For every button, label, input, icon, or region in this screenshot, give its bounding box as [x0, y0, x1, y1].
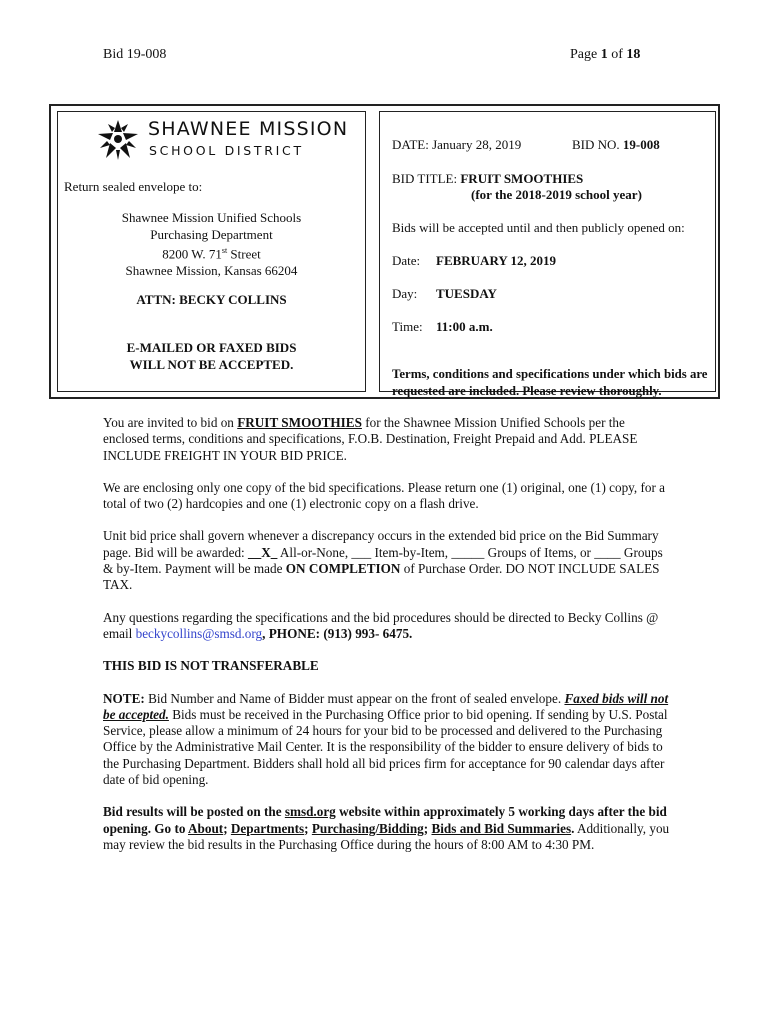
logo-name: SHAWNEE MISSION [148, 118, 349, 140]
not-transferable-notice: THIS BID IS NOT TRANSFERABLE [103, 658, 319, 674]
bid-summaries-link[interactable]: Bids and Bid Summaries [431, 820, 572, 836]
header-bid-number: Bid 19-008 [103, 47, 167, 62]
return-label: Return sealed envelope to: [64, 179, 203, 194]
bid-date: DATE: January 28, 2019 [392, 137, 522, 152]
note-paragraph: NOTE: Bid Number and Name of Bidder must appear on the front of sealed envelope. Faxed bids will not be accepted. Bids must be received in the Purchasing Office prior to bid opening. If sending by U.S. Postal Service, please allow a minimum of 24 hours for your bid to be processed and delivered to the Purchasing Office by the Administrative Mail Center. It is the responsibility of the bidder to ensure delivery of bids to the Purchasing Department. Bidders shall hold all bid prices firm for acceptance for 90 calendar days after date of bid opening. [103, 690, 669, 788]
header-page-number: Page 1 of 18 [570, 47, 641, 62]
smsd-site-link[interactable]: smsd.org [284, 804, 336, 820]
about-link[interactable]: About [188, 820, 224, 836]
bid-info-box [49, 104, 720, 399]
bid-title-subtitle: (for the 2018-2019 school year) [471, 187, 642, 202]
opening-day: Day: TUESDAY [392, 286, 497, 301]
return-address-panel [57, 111, 366, 392]
contact-email-link[interactable]: beckycollins@smsd.org [135, 625, 263, 641]
terms-notice: Terms, conditions and specifications under which bids are requested are included. Please review thoroughly. [392, 367, 708, 398]
award-paragraph: Unit bid price shall govern whenever a discrepancy occurs in the extended bid price on the Bid Summary page. Bid will be awarded: __X_ All-or-None, ___ Item-by-Item, _____ Groups of Items, or ____ Groups & by-Item. Payment will be made ON COMPLETION of Purchase Order. DO NOT INCLUDE SALES TAX. [103, 528, 663, 593]
district-logo [96, 118, 366, 164]
acceptance-statement: Bids will be accepted until and then publicly opened on: [392, 220, 685, 235]
bid-details-panel [379, 111, 716, 398]
departments-link[interactable]: Departments [230, 820, 305, 836]
contact-paragraph: Any questions regarding the specifications and the bid procedures should be directed to Becky Collins @ email beckycollins@smsd.org, PHONE: (913) 993- 6475. [103, 609, 659, 641]
bid-body-text [103, 415, 673, 869]
invitation-paragraph: You are invited to bid on FRUIT SMOOTHIES for the Shawnee Mission Unified Schools per the enclosed terms, conditions and specifications, F.O.B. Destination, Freight Prepaid and Add. PLEASE INCLUDE FREIGHT IN YOUR BID PRICE. [103, 415, 638, 463]
attention-line: ATTN: BECKY COLLINS [136, 292, 287, 307]
bid-title: BID TITLE: FRUIT SMOOTHIES [392, 171, 584, 186]
opening-time: Time: 11:00 a.m. [392, 319, 493, 334]
district-logo-icon [96, 118, 140, 162]
mailing-address: Shawnee Mission Unified Schools Purchasing Department 8200 W. 71st Street Shawnee Mission, Kansas 66204 [121, 210, 302, 278]
copies-paragraph: We are enclosing only one copy of the bid specifications. Please return one (1) original, one (1) copy, for a total of two (2) hardcopies and one (1) electronic copy on a flash drive. [103, 479, 666, 512]
purchasing-bidding-link[interactable]: Purchasing/Bidding [311, 820, 424, 836]
bid-number: BID NO. 19-008 [572, 137, 660, 152]
no-email-notice: E-MAILED OR FAXED BIDS WILL NOT BE ACCEPTED. [126, 340, 297, 372]
opening-date: Date: FEBRUARY 12, 2019 [392, 253, 557, 268]
logo-subtitle: SCHOOL DISTRICT [149, 143, 304, 158]
results-paragraph: Bid results will be posted on the smsd.org website within approximately 5 working days after the bid opening. Go to About; Departments; Purchasing/Bidding; Bids and Bid Summaries. Additionally, you may review the bid results in the Purchasing Office during the hours of 8:00 AM to 4:30 PM. [103, 804, 670, 852]
